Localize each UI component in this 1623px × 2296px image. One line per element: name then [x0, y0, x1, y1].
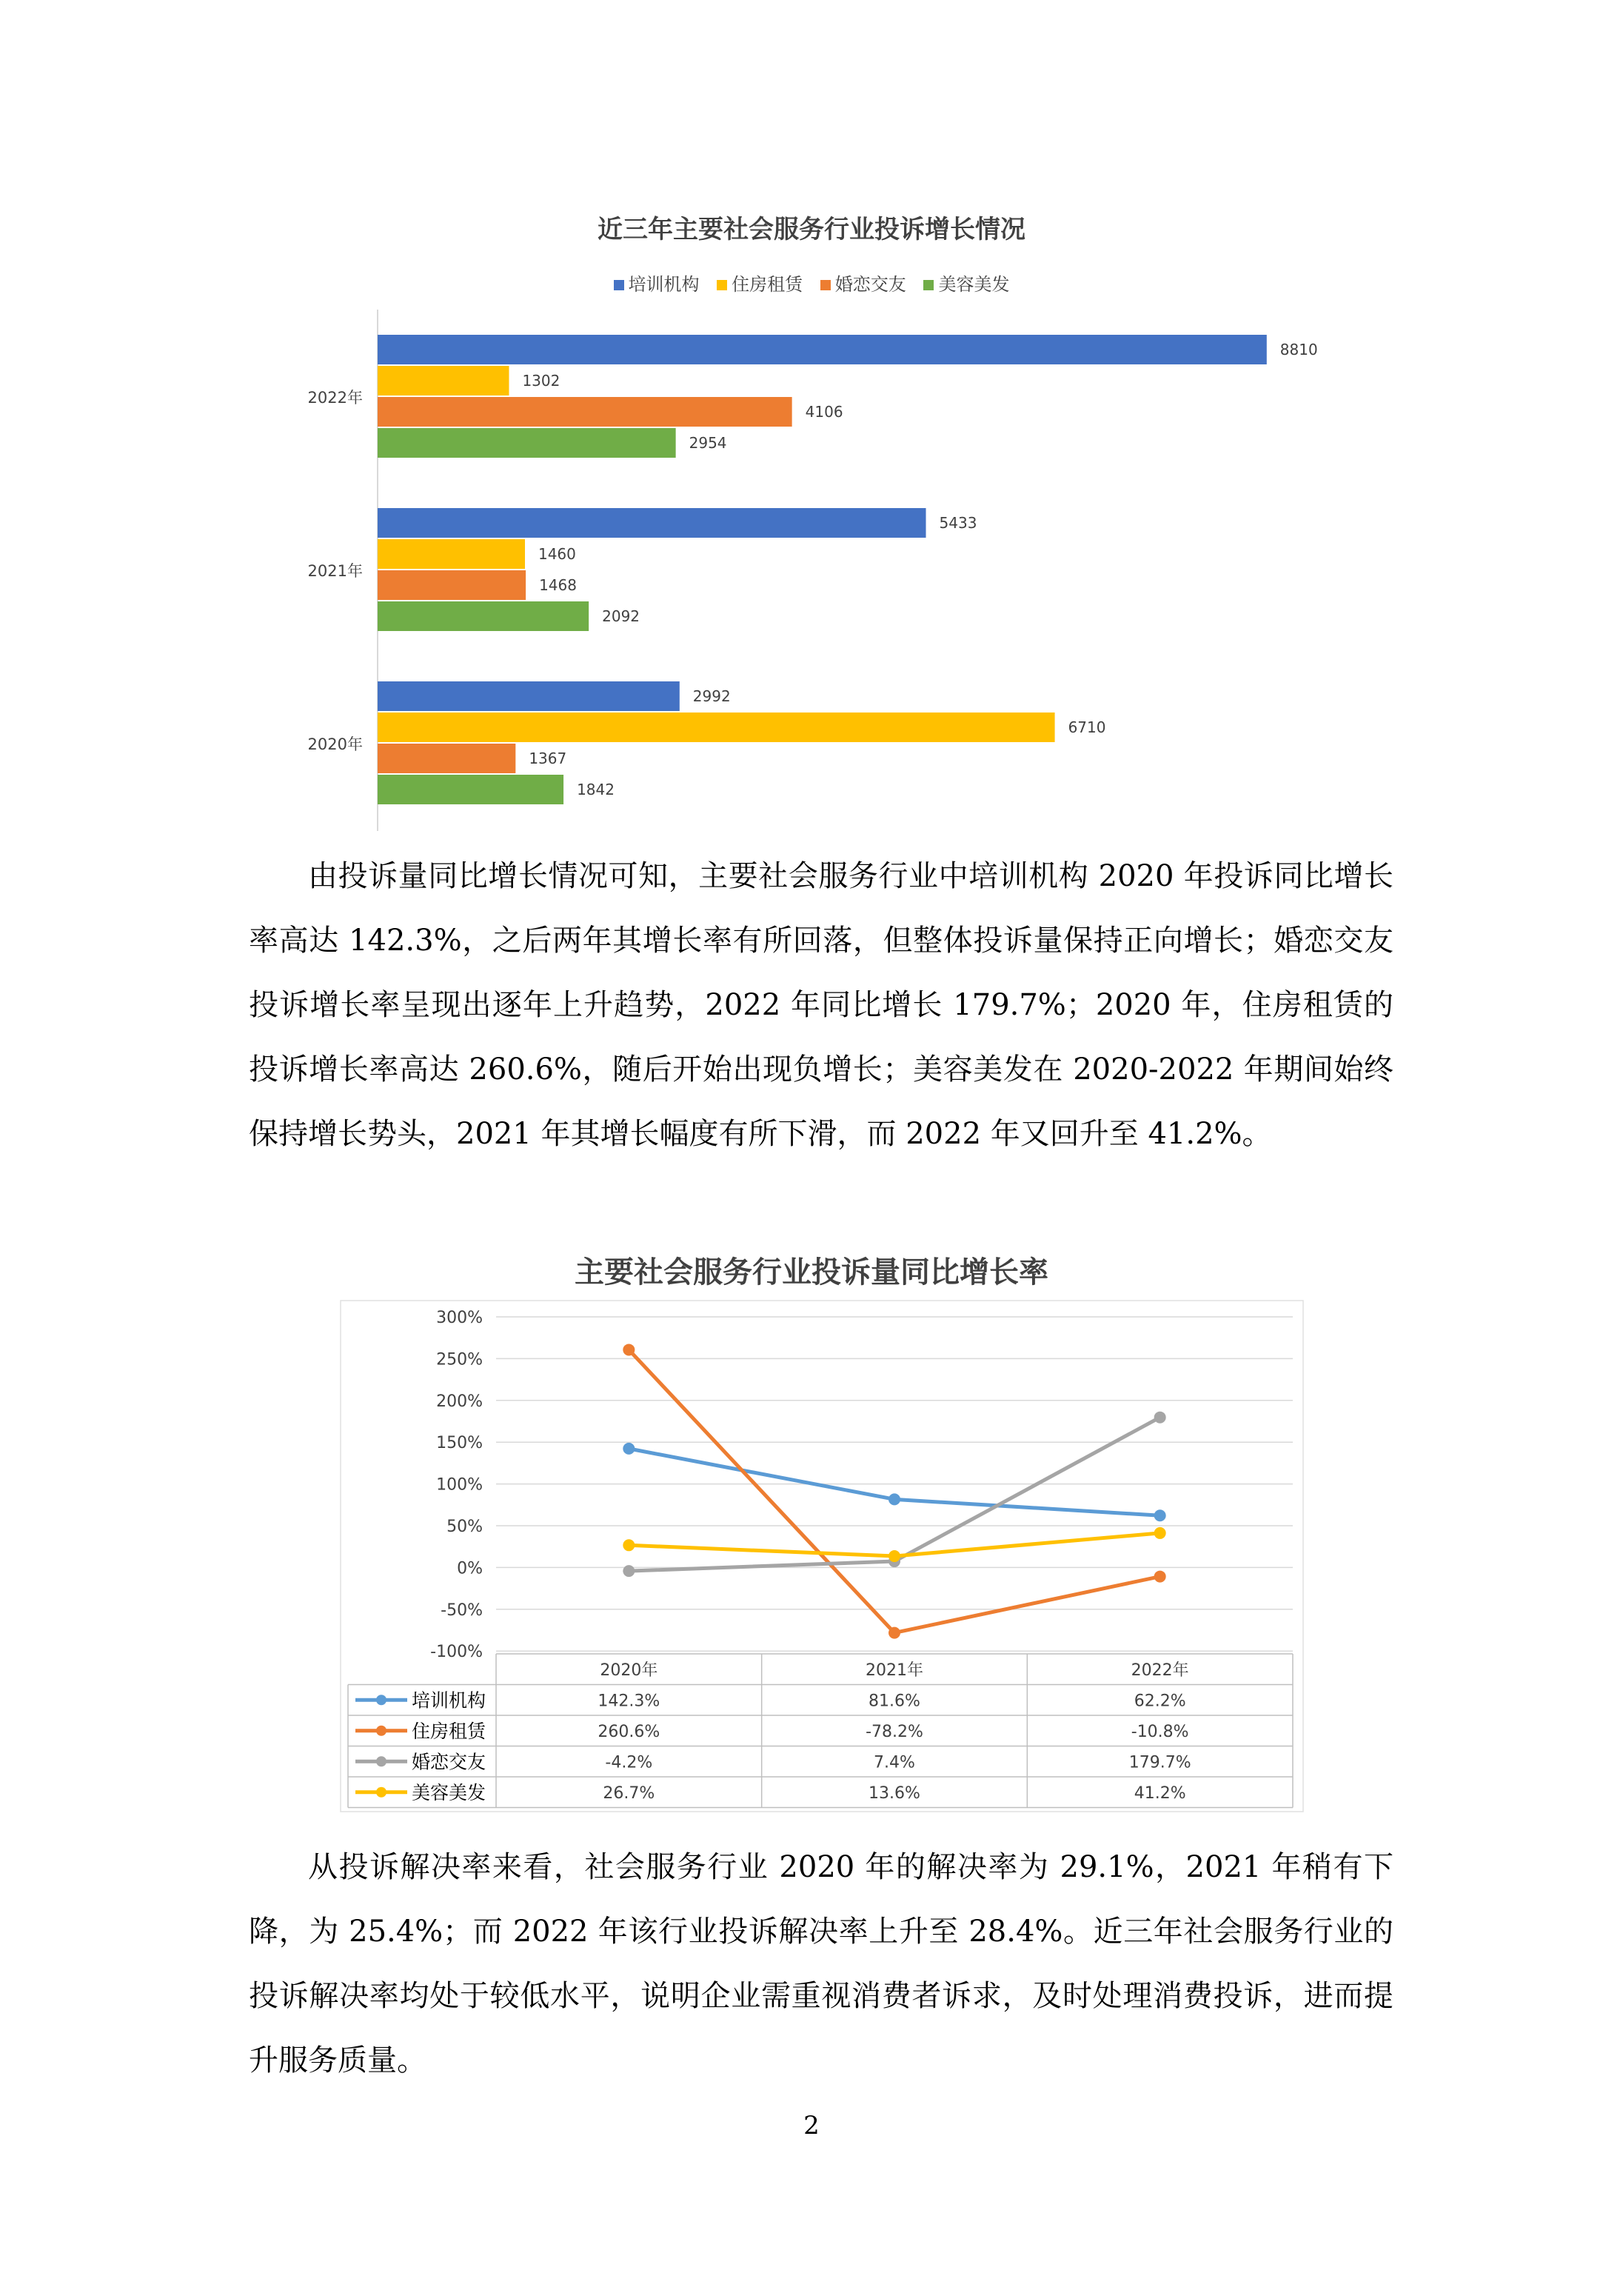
- series-point: [623, 1539, 635, 1551]
- bar-value-label: 1460: [538, 545, 576, 563]
- bar-value-label: 1468: [539, 576, 577, 594]
- x-category-label: 2021年: [866, 1661, 923, 1680]
- line-chart-title: 主要社会服务行业投诉量同比增长率: [575, 1255, 1048, 1289]
- table-cell-value: 41.2%: [1134, 1783, 1186, 1803]
- table-cell-value: 7.4%: [874, 1753, 915, 1772]
- series-line-1: [629, 1349, 1159, 1632]
- table-legend-marker: [376, 1787, 386, 1798]
- y-tick-label: 100%: [436, 1475, 483, 1495]
- bar-value-label: 1302: [522, 372, 560, 390]
- legend-label: 住房租赁: [732, 274, 803, 295]
- series-point: [1154, 1571, 1166, 1583]
- y-tick-label: 300%: [436, 1309, 483, 1327]
- bar-value-label: 6710: [1068, 718, 1106, 736]
- bar-chart-title: 近三年主要社会服务行业投诉增长情况: [598, 215, 1025, 244]
- series-point: [1154, 1527, 1166, 1539]
- y-tick-label: 50%: [446, 1518, 483, 1536]
- table-cell-value: 142.3%: [598, 1692, 660, 1711]
- series-point: [1154, 1509, 1166, 1521]
- x-category-label: 2020年: [600, 1661, 658, 1680]
- table-cell-value: 26.7%: [603, 1783, 655, 1803]
- y-tick-label: 0%: [457, 1559, 483, 1578]
- bar-value-label: 2954: [689, 434, 727, 452]
- y-tick-label: -100%: [430, 1643, 483, 1662]
- table-cell-value: 81.6%: [869, 1692, 920, 1711]
- bar-value-label: 1367: [529, 750, 567, 767]
- y-tick-label: 250%: [436, 1350, 483, 1369]
- table-series-name: 婚恋交友: [412, 1751, 486, 1773]
- table-cell-value: -4.2%: [605, 1753, 653, 1772]
- page-number: 2: [803, 2111, 820, 2140]
- table-cell-value: -78.2%: [866, 1722, 923, 1741]
- paragraph-resolution-rate: 从投诉解决率来看，社会服务行业 2020 年的解决率为 29.1%，2021 年稍有下降，为 25.4%；而 2022 年该行业投诉解决率上升至 28.4%。近三年社会服务行业的投诉解决率均处于较低水平，说明企业需重视消费者诉求，及时处理消费投诉，进而提升服务质量。: [249, 1850, 1393, 2078]
- bar-value-label: 5433: [939, 514, 977, 532]
- series-point: [623, 1344, 635, 1355]
- series-point: [1154, 1412, 1166, 1424]
- table-cell-value: 62.2%: [1134, 1692, 1186, 1711]
- y-tick-label: -50%: [441, 1601, 483, 1620]
- table-series-name: 住房租赁: [412, 1720, 486, 1742]
- table-cell-value: 179.7%: [1128, 1753, 1191, 1772]
- table-series-name: 培训机构: [412, 1689, 486, 1712]
- table-cell-value: 13.6%: [869, 1783, 920, 1803]
- legend-label: 婚恋交友: [834, 274, 906, 295]
- x-category-label: 2022年: [1131, 1661, 1189, 1680]
- bar-value-label: 8810: [1279, 341, 1318, 358]
- series-point: [889, 1550, 900, 1562]
- table-series-name: 美容美发: [412, 1781, 486, 1803]
- bar-value-label: 2992: [692, 687, 731, 705]
- y-tick-label: 150%: [436, 1434, 483, 1453]
- category-label-2: 2020年: [307, 735, 363, 753]
- series-point: [623, 1443, 635, 1455]
- paragraph-growth-analysis: 由投诉量同比增长情况可知，主要社会服务行业中培训机构 2020 年投诉同比增长率高达 142.3%，之后两年其增长率有所回落，但整体投诉量保持正向增长；婚恋交友投诉增长率呈现出逐年上升趋势，2022 年同比增长 179.7%；2020 年，住房租赁的投诉增长率高达 260.6%，随后开始出现负增长；美容美发在 2020-2022 年期间始终保持增长势头，2021 年其增长幅度有所下滑，而 2022 年又回升至 41.2%。: [249, 859, 1393, 1151]
- bar-value-label: 4106: [805, 403, 843, 421]
- category-label-1: 2021年: [307, 562, 363, 580]
- series-point: [623, 1565, 635, 1577]
- legend-label: 培训机构: [628, 274, 700, 295]
- bar-value-label: 2092: [602, 607, 640, 625]
- table-legend-marker: [376, 1726, 386, 1736]
- table-cell-value: -10.8%: [1131, 1722, 1189, 1741]
- table-legend-marker: [376, 1756, 386, 1766]
- legend-label: 美容美发: [938, 274, 1010, 295]
- bar-value-label: 1842: [577, 781, 615, 798]
- series-point: [889, 1493, 900, 1505]
- category-label-0: 2022年: [307, 389, 363, 407]
- series-point: [889, 1627, 900, 1639]
- table-cell-value: 260.6%: [598, 1722, 660, 1741]
- table-legend-marker: [376, 1695, 386, 1705]
- y-tick-label: 200%: [436, 1392, 483, 1411]
